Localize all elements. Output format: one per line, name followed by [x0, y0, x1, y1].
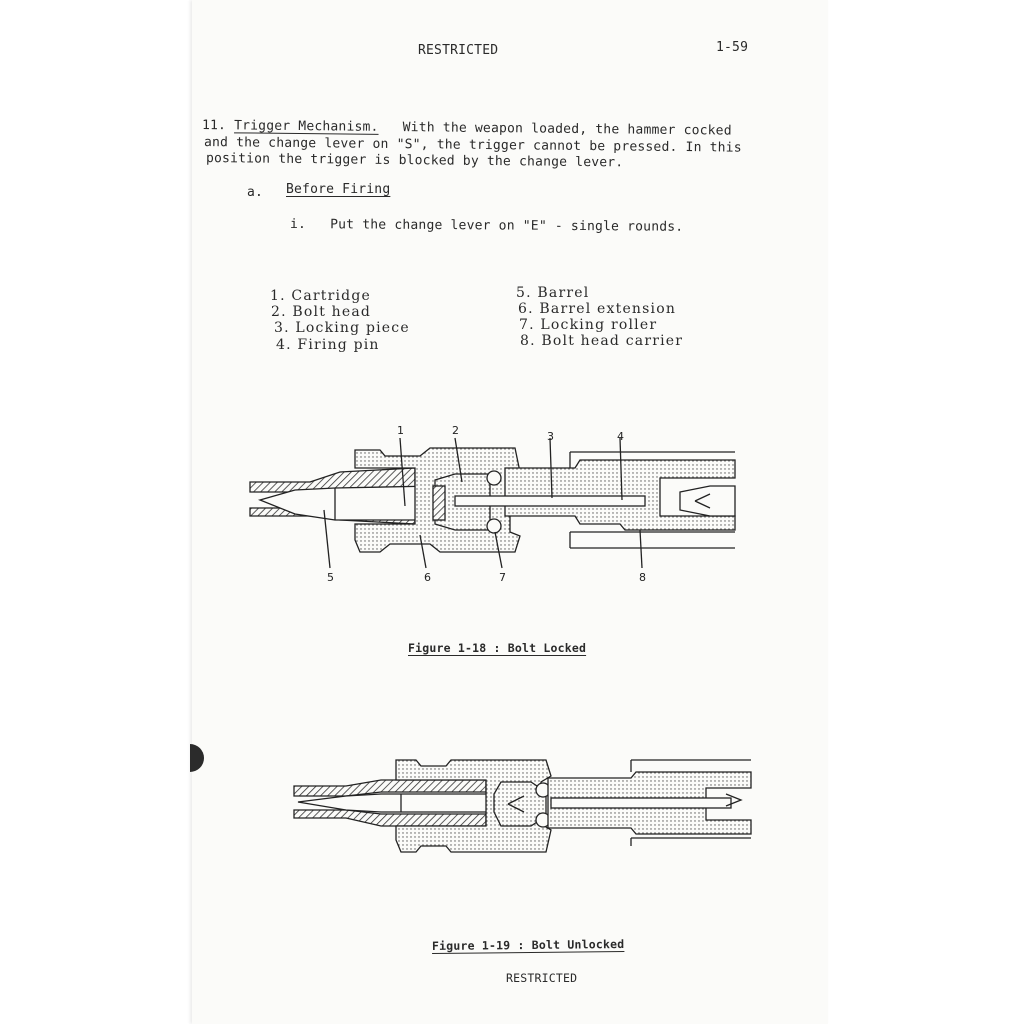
- sub-heading: Before Firing: [286, 182, 391, 197]
- callout-7: 7: [499, 571, 506, 584]
- callout-8: 8: [639, 571, 646, 584]
- step-line: [290, 217, 683, 235]
- paragraph-line-3: position the trigger is blocked by the change lever.: [205, 151, 624, 171]
- callout-6: 6: [424, 571, 431, 584]
- callout-3: 3: [547, 430, 554, 443]
- paragraph-line-2: and the change lever on "S", the trigger cannot be pressed. In this: [203, 135, 742, 156]
- step-label: i.: [289, 217, 307, 233]
- callout-2: 2: [452, 424, 459, 437]
- figure-1-18-caption: Figure 1-18 : Bolt Locked: [408, 641, 587, 655]
- callout-4: 4: [617, 430, 624, 443]
- callout-5: 5: [327, 571, 334, 584]
- bolt-locked-diagram: [240, 420, 750, 590]
- legend-item-bolt-head-carrier: 8. Bolt head carrier: [520, 333, 684, 349]
- figure-1-19-caption: Figure 1-19 : Bolt Unlocked: [431, 936, 625, 953]
- page-number: 1-59: [716, 40, 749, 55]
- sub-label: a.: [247, 185, 264, 200]
- section-heading: Trigger Mechanism.: [234, 118, 379, 135]
- legend-item-cartridge: 1. Cartridge: [270, 288, 371, 304]
- legend-item-barrel: 5. Barrel: [516, 285, 590, 301]
- callout-1: 1: [397, 424, 404, 437]
- header-classification: RESTRICTED: [418, 43, 499, 58]
- legend-item-locking-roller: 7. Locking roller: [519, 317, 658, 333]
- section-text-1: With the weapon loaded, the hammer cocked: [402, 120, 732, 139]
- step-text: Put the change lever on "E" - single rounds.: [330, 217, 684, 235]
- legend-item-firing-pin: 4. Firing pin: [276, 337, 380, 353]
- legend-item-barrel-extension: 6. Barrel extension: [518, 301, 677, 317]
- footer-classification: RESTRICTED: [506, 971, 578, 985]
- bolt-unlocked-diagram: [286, 752, 756, 862]
- section-number: 11.: [201, 118, 227, 134]
- legend-item-bolt-head: 2. Bolt head: [271, 304, 372, 320]
- legend-item-locking-piece: 3. Locking piece: [274, 320, 410, 336]
